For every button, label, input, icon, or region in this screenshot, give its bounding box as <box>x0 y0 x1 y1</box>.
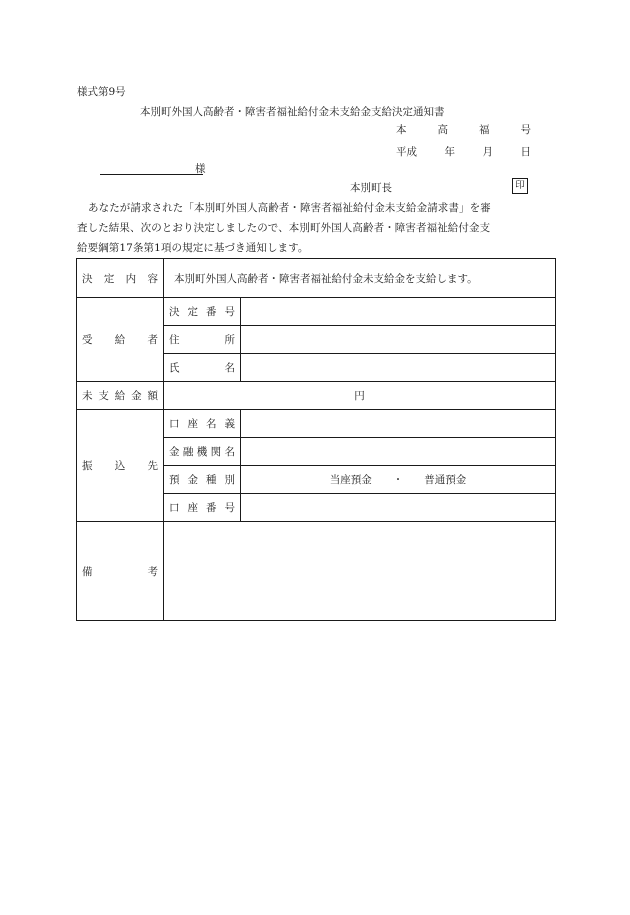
day-label: 日 <box>520 146 531 158</box>
issuer-name: 本別町長 <box>350 182 392 194</box>
account-holder-field[interactable] <box>241 410 556 438</box>
reference-number-row <box>396 121 531 143</box>
ref-char: 号 <box>520 124 531 136</box>
name-label: 氏名 <box>164 354 241 382</box>
account-number-field[interactable] <box>241 494 556 522</box>
decision-label: 決定内容 <box>77 259 164 298</box>
remarks-label: 備考 <box>77 522 164 621</box>
deposit-type-label: 預金種別 <box>164 466 241 494</box>
table-row <box>77 522 556 621</box>
address-label: 住所 <box>164 326 241 354</box>
account-holder-label: 口座名義 <box>164 410 241 438</box>
bank-field[interactable] <box>241 438 556 466</box>
table-row <box>77 298 556 326</box>
amount-field[interactable] <box>164 382 556 410</box>
account-number-label: 口座番号 <box>164 494 241 522</box>
address-field[interactable] <box>241 326 556 354</box>
remarks-field[interactable] <box>164 522 556 621</box>
reference-and-date <box>396 121 531 165</box>
amount-unit: 円 <box>354 390 365 402</box>
notice-body <box>77 198 555 258</box>
date-row <box>396 143 531 165</box>
ref-char: 高 <box>437 124 448 136</box>
decision-number-field[interactable] <box>241 298 556 326</box>
month-label: 月 <box>482 146 493 158</box>
deposit-type-field[interactable]: 当座預金 ・ 普通預金 <box>241 466 556 494</box>
document-title: 本別町外国人高齢者・障害者福祉給付金未支給金支給決定通知書 <box>140 106 445 118</box>
table-row <box>77 382 556 410</box>
name-field[interactable] <box>241 354 556 382</box>
decision-content: 本別町外国人高齢者・障害者福祉給付金未支給金を支給します。 <box>164 259 556 298</box>
recipient-label: 受給者 <box>77 298 164 382</box>
decision-table <box>76 258 556 621</box>
body-line: あなたが請求された「本別町外国人高齢者・障害者福祉給付金未支給金請求書」を審 <box>88 202 491 214</box>
table-row <box>77 410 556 438</box>
table-row <box>77 259 556 298</box>
seal-mark: 印 <box>512 178 528 194</box>
era-label: 平成 <box>396 146 417 158</box>
body-line: 査した結果、次のとおり決定しましたので、本別町外国人高齢者・障害者福祉給付金支 <box>77 222 491 234</box>
bank-label: 金融機関名 <box>164 438 241 466</box>
ref-char: 本 <box>396 124 407 136</box>
transfer-label: 振込先 <box>77 410 164 522</box>
body-line: 給要綱第17条第1項の規定に基づき通知します。 <box>77 242 309 254</box>
form-number: 様式第9号 <box>77 86 126 98</box>
amount-label: 未支給金額 <box>77 382 164 410</box>
year-label: 年 <box>444 146 455 158</box>
decision-number-label: 決定番号 <box>164 298 241 326</box>
addressee-suffix: 様 <box>195 163 206 175</box>
addressee-blank-line <box>100 174 203 175</box>
ref-char: 福 <box>479 124 490 136</box>
